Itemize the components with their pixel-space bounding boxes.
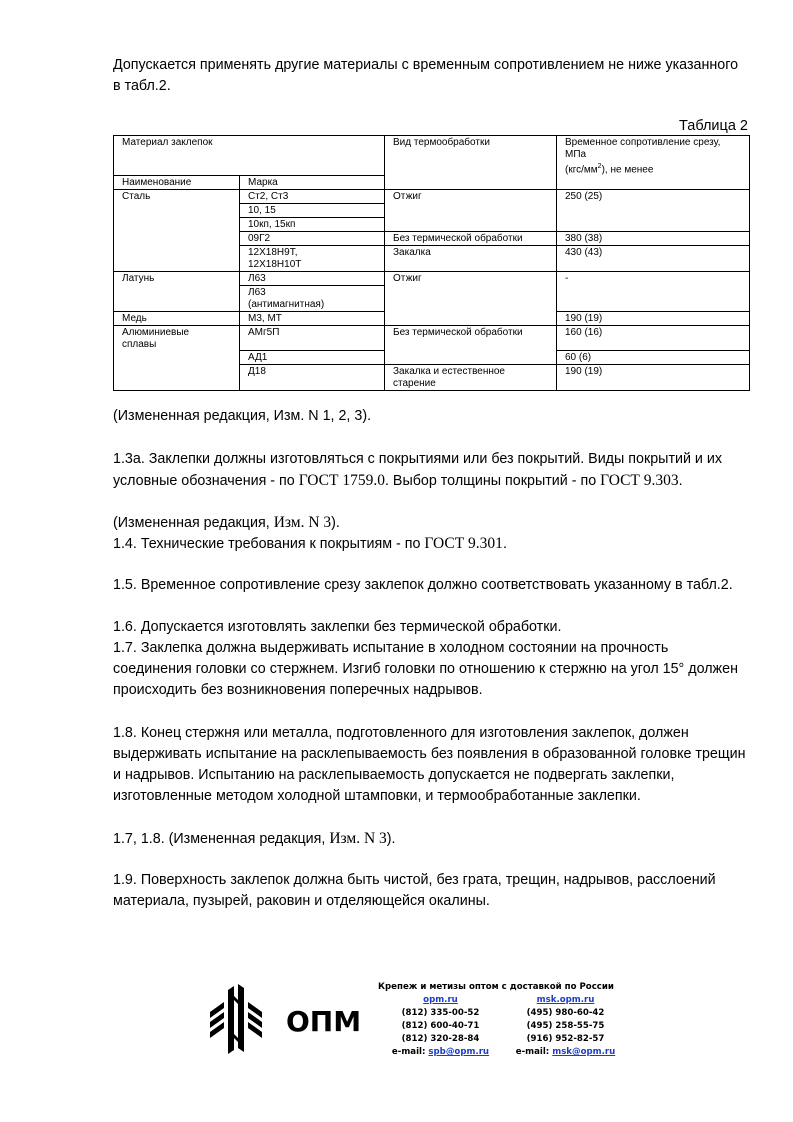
header-grade: Марка: [240, 176, 385, 190]
table-row: Д18 Закалка и естественное старение 190 (19): [114, 365, 750, 391]
table-row: Алюминиевые сплавы АМг5П Без термической обработки 160 (16): [114, 326, 750, 351]
site-link-opm[interactable]: opm.ru: [423, 995, 458, 1005]
para-1-7-line-2: соединения головки со стержнем. Изгиб головки по отношению к стержню на угол 15° должен: [113, 661, 738, 677]
table-row: 10, 15: [114, 204, 750, 218]
footer-col-msk: msk.opm.ru (495) 980-60-42 (495) 258-55-75 (916) 952-82-57 e-mail: msk@opm.ru: [503, 994, 628, 1059]
header-shear-strength: Временное сопротивление срезу, МПа $(кгс/мм^2)$, не менее: [557, 136, 750, 190]
table-row: Л63 (антимагнитная): [114, 286, 750, 312]
para-1-5: 1.5. Временное сопротивление срезу заклепок должно соответствовать указанному в табл.2.: [113, 577, 733, 593]
cell-steel: Сталь: [114, 190, 240, 272]
phone-spb-3: (812) 320-28-84: [401, 1034, 480, 1044]
table-row: 09Г2 Без термической обработки 380 (38): [114, 232, 750, 246]
para-1-9-line-2: материала, пузырей, раковин и отделяющейся окалины.: [113, 893, 490, 909]
footer-contacts: [378, 981, 628, 1059]
para-1-3a-line-2: условные обозначения - по ГОСТ 1759.0. Выбор толщины покрытий - по ГОСТ 9.303.: [113, 472, 683, 489]
phone-msk-3: (916) 952-82-57: [526, 1034, 605, 1044]
site-link-msk[interactable]: msk.opm.ru: [536, 995, 595, 1005]
phone-msk-1: (495) 980-60-42: [526, 1008, 605, 1018]
footer-col-spb: opm.ru (812) 335-00-52 (812) 600-40-71 (812) 320-28-84 e-mail: spb@opm.ru: [378, 994, 503, 1059]
opm-logo: [208, 984, 368, 1061]
table-row: 12Х18Н9Т, 12Х18Н10Т Закалка 430 (43): [114, 246, 750, 272]
phone-spb-1: (812) 335-00-52: [401, 1008, 480, 1018]
para-amendment-3: (Измененная редакция, Изм. N 3).: [113, 514, 340, 531]
para-1-9-line-1: 1.9. Поверхность заклепок должна быть чистой, без грата, трещин, надрывов, расслоений: [113, 872, 716, 888]
para-amendment-1: (Измененная редакция, Изм. N 1, 2, 3).: [113, 408, 372, 424]
header-name: Наименование: [114, 176, 240, 190]
header-heat-treatment: Вид термообработки: [385, 136, 557, 190]
opm-logo-mark-icon: [208, 984, 368, 1056]
para-1-8-line-4: изготовленные методом холодной штамповки, и термообработанные заклепки.: [113, 788, 641, 804]
table-row: Латунь Л63 Отжиг -: [114, 272, 750, 286]
para-1-4: 1.4. Технические требования к покрытиям - по ГОСТ 9.301.: [113, 535, 507, 552]
email-link-spb[interactable]: spb@opm.ru: [428, 1047, 490, 1057]
rivet-materials-table: [113, 135, 750, 391]
para-1-6: 1.6. Допускается изготовлять заклепки без термической обработки.: [113, 619, 562, 635]
para-amendment-1-7-1-8: 1.7, 1.8. (Измененная редакция, Изм. N 3).: [113, 830, 396, 847]
email-link-msk[interactable]: msk@opm.ru: [552, 1047, 616, 1057]
para-1-7-line-3: происходить без возникновения поперечных надрывов.: [113, 682, 483, 698]
phone-spb-2: (812) 600-40-71: [401, 1021, 480, 1031]
para-1-8-line-3: и надрывов. Испытанию на расклепываемость допускается не подвергать заклепки,: [113, 767, 675, 783]
footer-tagline: Крепеж и метизы оптом с доставкой по России: [378, 982, 614, 992]
table-row: АД1 60 (6): [114, 351, 750, 365]
intro-line-1: Допускается применять другие материалы с временным сопротивлением не ниже указанного: [113, 57, 739, 73]
phone-msk-2: (495) 258-55-75: [526, 1021, 605, 1031]
table-row: Медь М3, МТ 190 (19): [114, 312, 750, 326]
table-row: 10кп, 15кп: [114, 218, 750, 232]
para-1-3a-line-1: 1.3а. Заклепки должны изготовляться с покрытиями или без покрытий. Виды покрытий и их: [113, 451, 723, 467]
table-caption: Таблица 2: [679, 118, 748, 134]
header-material: Материал заклепок: [114, 136, 385, 176]
table-row: Сталь Ст2, Ст3 Отжиг 250 (25): [114, 190, 750, 204]
para-1-7-line-1: 1.7. Заклепка должна выдерживать испытание в холодном состоянии на прочность: [113, 640, 669, 656]
intro-line-2: в табл.2.: [113, 78, 171, 94]
brand-name: ОПМ: [286, 1005, 362, 1038]
para-1-8-line-1: 1.8. Конец стержня или металла, подготовленного для изготовления заклепок, должен: [113, 725, 689, 741]
para-1-8-line-2: выдерживать испытание на расклепываемость без появления в образованной головке трещин: [113, 746, 746, 762]
